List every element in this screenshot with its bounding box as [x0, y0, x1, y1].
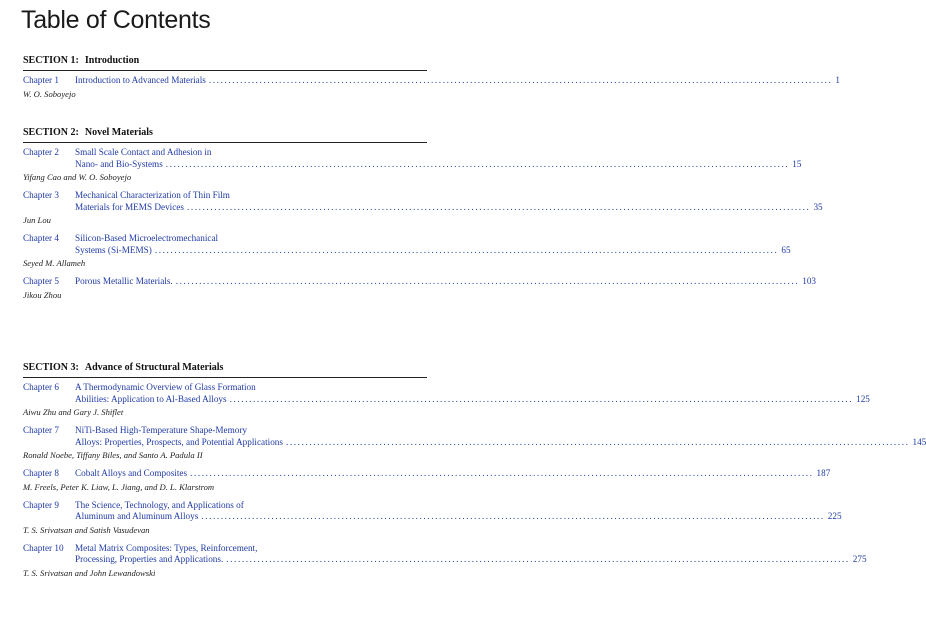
dot-leader: ................................................................................................................................................................ [186, 201, 811, 212]
section-name: Advance of Structural Materials [84, 362, 224, 373]
toc-section [23, 362, 926, 586]
chapter-title-line: Processing, Properties and Applications. [75, 554, 224, 564]
chapter-title-line: NiTi-Based High-Temperature Shape-Memory [75, 425, 248, 435]
chapter-authors: Ronald Noebe, Tiffany Biles, and Santo A. Padula II [23, 450, 203, 460]
chapter-label: Chapter 5 [23, 276, 59, 286]
toc-entry[interactable] [23, 233, 791, 269]
dot-leader: ................................................................................................................................................................ [208, 75, 833, 85]
chapter-label: Chapter 7 [23, 425, 59, 435]
chapter-label: Chapter 2 [23, 147, 59, 157]
chapter-title[interactable] [75, 499, 842, 523]
dot-leader: ................................................................................................................................................................ [154, 244, 779, 255]
chapter-title[interactable] [75, 75, 840, 87]
chapter-title[interactable] [75, 468, 831, 480]
section-name: Introduction [84, 55, 140, 66]
dot-leader: ................................................................................................................................................................ [285, 436, 910, 447]
chapter-authors: Seyed M. Allameh [23, 258, 86, 268]
dot-leader: ................................................................................................................................................................ [226, 554, 850, 564]
chapter-label: Chapter 1 [23, 75, 59, 85]
dot-leader: ................................................................................................................................................................ [201, 511, 825, 521]
chapter-label: Chapter 9 [23, 499, 59, 510]
toc-entry[interactable] [23, 499, 842, 536]
chapter-page-number: 125 [856, 393, 870, 404]
chapter-title[interactable] [75, 190, 823, 213]
dot-leader: ................................................................................................................................................................ [190, 468, 814, 478]
chapter-authors: Jikou Zhou [23, 289, 62, 300]
section-divider [23, 377, 427, 378]
chapter-title-line: Small Scale Contact and Adhesion in [75, 147, 212, 157]
chapter-title-line: Cobalt Alloys and Composites [75, 468, 188, 478]
chapter-authors: Aiwu Zhu and Gary J. Shiflet [23, 407, 124, 417]
chapter-label: Chapter 6 [23, 382, 59, 392]
chapter-title[interactable] [75, 147, 802, 170]
chapter-label: Chapter 10 [23, 542, 64, 553]
toc-entry[interactable] [23, 542, 867, 579]
chapter-page-number: 15 [792, 158, 802, 169]
chapter-title-line: Porous Metallic Materials. [75, 276, 173, 286]
section-heading [23, 127, 427, 139]
section-heading [23, 362, 427, 374]
chapter-page-number: 145 [912, 436, 926, 447]
chapter-authors: Jun Lou [23, 215, 51, 225]
chapter-page-number: 1 [835, 75, 840, 85]
toc-entry[interactable] [23, 382, 870, 418]
toc-entry[interactable] [23, 190, 823, 226]
page-title: Table of Contents [21, 6, 211, 34]
toc-entry[interactable] [23, 75, 840, 100]
toc-section [23, 55, 840, 107]
chapter-title-line: Materials for MEMS Devices [75, 201, 184, 212]
chapter-authors: W. O. Soboyejo [23, 88, 76, 99]
dot-leader: ................................................................................................................................................................ [229, 393, 854, 404]
chapter-authors: M. Freels, Peter K. Liaw, L. Jiang, and D. L. Klarstrom [23, 481, 215, 492]
chapter-label: Chapter 8 [23, 468, 59, 478]
chapter-title-line: Mechanical Characterization of Thin Film [75, 190, 230, 200]
chapter-title-line: The Science, Technology, and Applications of [75, 499, 244, 510]
chapter-title[interactable] [75, 382, 870, 405]
section-label: SECTION 1: [23, 55, 79, 66]
chapter-title-line: A Thermodynamic Overview of Glass Formation [75, 382, 256, 392]
section-heading [23, 55, 427, 67]
chapter-page-number: 187 [816, 468, 831, 478]
dot-leader: ................................................................................................................................................................ [165, 158, 790, 169]
chapter-title-line: Abilities: Application to Al-Based Alloys [75, 393, 227, 404]
chapter-title[interactable] [75, 542, 867, 566]
section-label: SECTION 2: [23, 127, 79, 138]
section-divider [23, 70, 427, 71]
chapter-title-line: Introduction to Advanced Materials [75, 75, 206, 85]
chapter-label: Chapter 3 [23, 190, 59, 200]
toc-section [23, 127, 823, 308]
chapter-title[interactable] [75, 425, 926, 448]
section-name: Novel Materials [84, 127, 153, 138]
chapter-authors: T. S. Srivatsan and Satish Vasudevan [23, 524, 150, 535]
toc-entry[interactable] [23, 276, 817, 301]
chapter-title-line: Systems (Si-MEMS) [75, 244, 152, 255]
dot-leader: ................................................................................................................................................................ [175, 276, 800, 286]
chapter-title-line: Nano- and Bio-Systems [75, 158, 163, 169]
chapter-authors: Yifang Cao and W. O. Soboyejo [23, 172, 132, 182]
toc-entry[interactable] [23, 425, 926, 461]
section-divider [23, 142, 427, 143]
chapter-page-number: 35 [813, 201, 823, 212]
toc-entry[interactable] [23, 147, 802, 183]
chapter-title[interactable] [75, 233, 791, 256]
chapter-title-line: Metal Matrix Composites: Types, Reinforcement, [75, 542, 258, 553]
toc-entry[interactable] [23, 468, 831, 493]
section-label: SECTION 3: [23, 362, 79, 373]
chapter-label: Chapter 4 [23, 233, 59, 243]
chapter-title[interactable] [75, 276, 817, 288]
chapter-title-line: Silicon-Based Microelectromechanical [75, 233, 219, 243]
chapter-page-number: 103 [802, 276, 817, 286]
chapter-page-number: 275 [852, 554, 867, 564]
chapter-page-number: 225 [827, 511, 842, 521]
chapter-title-line: Alloys: Properties, Prospects, and Potential Applications [75, 436, 283, 447]
chapter-authors: T. S. Srivatsan and John Lewandowski [23, 567, 156, 578]
chapter-page-number: 65 [781, 244, 791, 255]
chapter-title-line: Aluminum and Aluminum Alloys [75, 511, 199, 521]
